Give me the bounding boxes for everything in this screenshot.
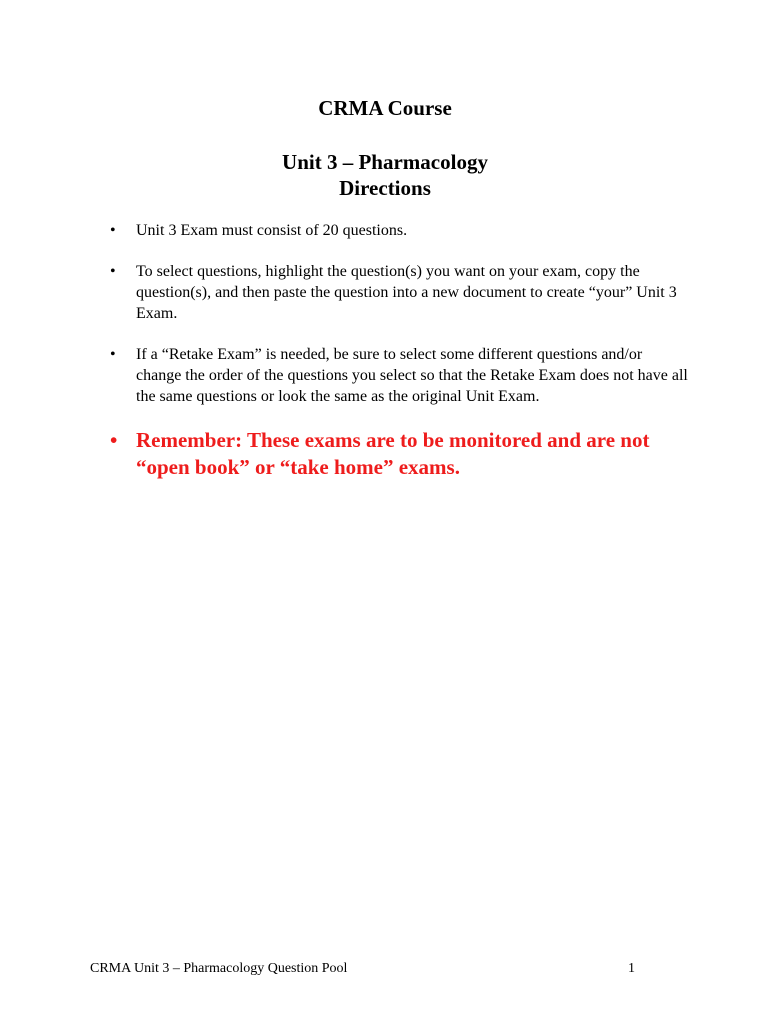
bullet-icon: • xyxy=(110,222,116,239)
reminder-item xyxy=(108,427,688,481)
list-item xyxy=(108,220,688,241)
list-item-text: Unit 3 Exam must consist of 20 questions. xyxy=(136,222,408,239)
list-item-text: If a “Retake Exam” is needed, be sure to select some different questions and/or change the order of the questions you select so that the Retake Exam does not have all the same questions or look the same as the original Unit Exam. xyxy=(136,346,688,405)
footer-title: CRMA Unit 3 – Pharmacology Question Pool xyxy=(90,961,348,976)
page-number: 1 xyxy=(628,961,635,976)
unit-title: Unit 3 – Pharmacology xyxy=(282,150,488,174)
list-item xyxy=(108,261,688,324)
list-item-text: To select questions, highlight the question(s) you want on your exam, copy the question(s), and then paste the question into a new document to create “your” Unit 3 Exam. xyxy=(136,263,677,322)
bullet-icon: • xyxy=(110,428,118,452)
course-title: CRMA Course xyxy=(318,96,452,120)
directions-heading: Directions xyxy=(339,176,431,200)
bullet-icon: • xyxy=(110,263,116,280)
list-item xyxy=(108,344,688,407)
reminder-text: Remember: These exams are to be monitored and are not “open book” or “take home” exams. xyxy=(136,428,650,479)
bullet-icon: • xyxy=(110,346,116,363)
directions-list xyxy=(108,220,688,501)
